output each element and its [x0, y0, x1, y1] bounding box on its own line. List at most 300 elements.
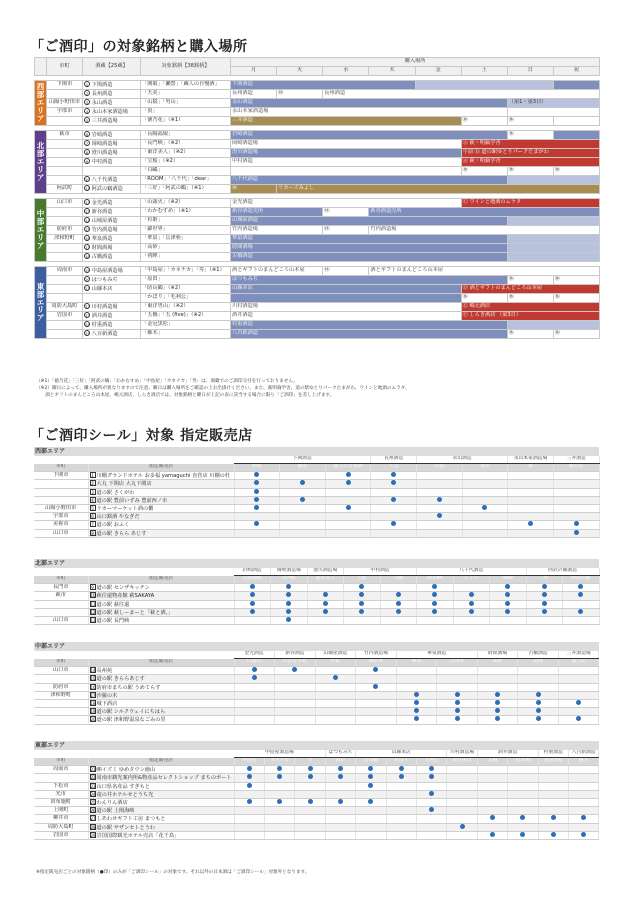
city-cell — [47, 244, 83, 253]
city-cell — [34, 774, 88, 782]
available-dot — [520, 832, 525, 837]
header-day: 土 — [461, 67, 507, 76]
availability-cell — [264, 815, 294, 823]
availability-cell — [325, 774, 355, 782]
sticker-section-title: 「ご酒印シール」対象 指定販売店 — [30, 428, 253, 444]
availability-cell — [315, 699, 356, 707]
city-cell — [47, 117, 83, 126]
city-cell — [47, 149, 83, 158]
calendar-row — [35, 117, 600, 126]
calendar-row — [35, 81, 600, 90]
city-cell: 周防大島町 — [34, 823, 88, 831]
purchase-cell: ㊡ — [507, 167, 553, 176]
availability-cell — [356, 708, 397, 716]
availability-cell — [315, 675, 356, 683]
shop-number: 15 — [90, 676, 96, 682]
city-cell: 防府市 — [47, 226, 83, 235]
availability-cell — [568, 831, 598, 839]
availability-cell — [508, 815, 538, 823]
availability-cell — [477, 823, 507, 831]
shop-row — [34, 831, 599, 839]
available-dot — [323, 601, 328, 606]
brewery-cell — [83, 158, 141, 167]
brewery-header-row — [34, 456, 599, 464]
brewery-cell — [83, 108, 141, 117]
availability-cell — [437, 708, 478, 716]
availability-cell — [553, 521, 599, 529]
purchase-cell: 永山酒造 — [231, 99, 508, 108]
availability-cell — [462, 480, 508, 488]
available-dot — [286, 617, 291, 622]
availability-cell — [563, 600, 600, 608]
shop-row — [34, 691, 599, 699]
city-cell — [47, 276, 83, 285]
calendar-row — [35, 149, 600, 158]
available-dot — [574, 530, 579, 535]
brewery-name: 村重酒造 — [538, 750, 568, 758]
city-cell: 周南市 — [34, 766, 88, 774]
availability-cell — [386, 823, 416, 831]
city-cell — [47, 285, 83, 294]
availability-cell — [538, 831, 568, 839]
available-dot — [455, 708, 460, 713]
calendar-table — [34, 57, 600, 339]
brand-name: 長門峡 — [271, 576, 308, 584]
calendar-row — [35, 108, 600, 117]
brewery-name: 山縣本店 — [91, 286, 113, 293]
availability-cell — [280, 472, 326, 480]
purchase-cell: 八千代酒造 — [231, 176, 508, 185]
purchase-cell: 岡崎酒造場 — [231, 140, 462, 149]
brand-cell: 「長門峡」（※2） — [141, 140, 231, 149]
availability-cell — [437, 716, 478, 724]
availability-cell — [234, 529, 280, 537]
shop-number: 7 — [91, 522, 94, 528]
availability-cell — [325, 831, 355, 839]
availability-cell — [447, 774, 477, 782]
shop-number: 26 — [90, 808, 96, 814]
city-cell: 山口市 — [34, 667, 88, 675]
brewery-cell — [83, 226, 141, 235]
purchase-cell: 長州酒造 — [231, 90, 277, 99]
shop-cell — [88, 496, 234, 504]
availability-cell — [280, 521, 326, 529]
availability-cell — [518, 691, 559, 699]
city-cell: 下松市 — [34, 782, 88, 790]
available-dot — [254, 521, 259, 526]
available-dot — [542, 592, 547, 597]
available-dot — [429, 766, 434, 771]
availability-cell — [386, 766, 416, 774]
availability-cell — [417, 600, 454, 608]
available-dot — [368, 774, 373, 779]
availability-cell — [344, 592, 381, 600]
city-cell — [34, 488, 88, 496]
area-header-row — [34, 642, 599, 651]
brand-cell: 「宝船」（※2） — [141, 158, 231, 167]
brewery-name: 財間酒場 — [477, 651, 518, 659]
shop-cell — [88, 667, 234, 675]
brewery-cell — [83, 235, 141, 244]
available-dot — [536, 716, 541, 721]
availability-cell — [416, 823, 446, 831]
available-dot — [469, 592, 474, 597]
availability-cell — [371, 529, 417, 537]
brewery-name: 華泉酒造 — [396, 651, 477, 659]
city-cell — [47, 294, 83, 303]
availability-cell — [295, 831, 325, 839]
available-dot — [391, 521, 396, 526]
availability-cell — [447, 782, 477, 790]
city-cell: 美祢市 — [34, 521, 88, 529]
shop-row — [34, 504, 599, 512]
brewery-number: 24 — [85, 322, 90, 328]
calendar-row — [35, 330, 600, 339]
available-dot — [323, 609, 328, 614]
availability-cell — [386, 831, 416, 839]
availability-cell — [356, 667, 397, 675]
note-line: 酒とギフトのまんどころ山本屋、嶋元酒店、しらき酒店では、対象銘柄と曜日が上記の表に該当する場合に限り「ご酒印」を差し上げます。 — [36, 393, 335, 398]
shop-name: 道の駅 サザンセトとうわ — [96, 824, 156, 831]
brewery-name: 岩崎酒造 — [91, 132, 113, 139]
sticker-table — [34, 559, 600, 625]
availability-cell — [568, 815, 598, 823]
shop-number: 2 — [91, 481, 94, 487]
brewery-number: 19 — [85, 268, 90, 274]
brewery-name: 中村酒造 — [344, 568, 417, 576]
shop-number: 22 — [90, 775, 96, 781]
brewery-name: 華泉酒造 — [91, 236, 113, 243]
available-dot — [286, 592, 291, 597]
blank — [34, 456, 234, 464]
shop-name: 周南市観光案内所&物産品セレクトショップ まちのポート — [96, 775, 232, 782]
available-dot — [333, 675, 338, 680]
availability-cell — [538, 798, 568, 806]
availability-cell — [417, 480, 463, 488]
availability-cell — [234, 699, 275, 707]
available-dot — [254, 480, 259, 485]
brand-name: 金冠黒松 — [538, 758, 568, 766]
col-shop: 指定販売店 — [88, 576, 234, 584]
availability-cell — [325, 472, 371, 480]
shop-row — [34, 600, 599, 608]
brewery-name: 竹内酒造場 — [91, 227, 118, 234]
availability-cell — [234, 691, 275, 699]
availability-cell — [295, 798, 325, 806]
availability-cell — [447, 766, 477, 774]
shop-row — [34, 708, 599, 716]
availability-cell — [558, 716, 599, 724]
shop-cell — [88, 488, 234, 496]
brand-cell: 「錦世界」 — [141, 226, 231, 235]
brewery-name: 永山本家酒造場 — [508, 456, 554, 464]
shop-cell — [88, 790, 234, 798]
purchase-cell: ㊡ — [461, 117, 507, 126]
shop-cell — [88, 807, 234, 815]
availability-cell — [234, 600, 271, 608]
availability-cell — [234, 708, 275, 716]
purchase-cell: 三井酒造 — [231, 117, 462, 126]
availability-cell — [356, 823, 386, 831]
available-dot — [505, 609, 510, 614]
availability-cell — [417, 504, 463, 512]
brewery-cell — [83, 149, 141, 158]
city-cell: 周南市 — [47, 267, 83, 276]
brand-name: 天美 — [371, 464, 417, 472]
brewery-cell — [83, 285, 141, 294]
availability-cell — [295, 823, 325, 831]
availability-cell — [271, 616, 308, 624]
brewery-number: 21 — [85, 286, 90, 292]
purchase-cell: ㊡ — [553, 167, 599, 176]
availability-cell — [563, 584, 600, 592]
city-cell: 山口市 — [47, 199, 83, 208]
brand-name: ROOM — [417, 576, 454, 584]
shop-number: 25 — [90, 799, 96, 805]
area-name: 北部エリア — [34, 559, 599, 568]
city-cell: 防府市 — [34, 683, 88, 691]
shop-number: 8 — [91, 530, 94, 536]
city-cell: 山口市 — [34, 616, 88, 624]
availability-cell — [396, 708, 437, 716]
header-blank — [35, 58, 47, 76]
availability-cell — [447, 798, 477, 806]
brand-name: 高砂 — [477, 659, 518, 667]
brand-cell: 「長陽福娘」 — [141, 131, 231, 140]
purchase-cell: 酒とギフトのまんどころ山本屋 — [369, 267, 600, 276]
availability-cell — [380, 584, 417, 592]
brand-header-row — [34, 464, 599, 472]
availability-cell — [526, 616, 563, 624]
purchase-cell: Ⓒ ワインと地酒のムラタ — [461, 199, 599, 208]
brewery-cell — [83, 199, 141, 208]
shop-number: 17 — [90, 692, 96, 698]
brewery-name: 三井酒造場 — [558, 651, 599, 659]
availability-cell — [325, 766, 355, 774]
purchase-cell: リカーズみよし — [277, 185, 600, 194]
header-day: 祝 — [553, 67, 599, 76]
available-dot — [247, 783, 252, 788]
shop-number: 3 — [91, 489, 94, 495]
availability-cell — [417, 496, 463, 504]
brewery-header-row — [34, 651, 599, 659]
availability-cell — [386, 790, 416, 798]
availability-cell — [508, 831, 538, 839]
availability-cell — [558, 683, 599, 691]
available-dot — [495, 692, 500, 697]
availability-cell — [453, 608, 490, 616]
availability-cell — [325, 488, 371, 496]
brewery-number: 25 — [85, 331, 90, 337]
availability-cell — [396, 683, 437, 691]
available-dot — [250, 592, 255, 597]
availability-cell — [477, 691, 518, 699]
brewery-name: 古橋酒造 — [518, 651, 559, 659]
availability-cell — [508, 774, 538, 782]
availability-cell — [264, 766, 294, 774]
brewery-name: 八千代酒造 — [417, 568, 527, 576]
shop-name: しあわせギフト工房 まつもと — [96, 816, 166, 823]
purchase-cell — [507, 321, 599, 330]
shop-row — [34, 529, 599, 537]
area-label: 西部エリア — [35, 81, 47, 126]
availability-cell — [563, 592, 600, 600]
available-dot — [286, 584, 291, 589]
availability-cell — [417, 472, 463, 480]
availability-cell — [234, 521, 280, 529]
calendar-row — [35, 235, 600, 244]
purchase-cell: 山縣本店 — [231, 285, 462, 294]
calendar-row — [35, 253, 600, 262]
header-day: 月 — [231, 67, 277, 76]
availability-cell — [295, 766, 325, 774]
shop-cell — [88, 608, 234, 616]
city-cell — [47, 167, 83, 176]
shop-name: 岩国国際観光ホテル売店「花千鳥」 — [96, 832, 180, 839]
footnote: ※指定販売店ごとの対象銘柄（●印）のみが「ご酒印シール」の対象です。それ以外の日本酒は「ご酒印シール」対象外となります。 — [36, 870, 310, 875]
shop-cell — [88, 708, 234, 716]
available-dot — [576, 700, 581, 705]
brand-name: 東洋男山 — [447, 758, 477, 766]
availability-cell — [234, 480, 280, 488]
available-dot — [455, 716, 460, 721]
available-dot — [368, 783, 373, 788]
shop-number: 19 — [90, 709, 96, 715]
availability-cell — [417, 584, 454, 592]
availability-cell — [508, 521, 554, 529]
calendar-row — [35, 226, 600, 235]
shop-cell — [88, 513, 234, 521]
brewery-cell — [83, 176, 141, 185]
availability-cell — [508, 807, 538, 815]
shop-row — [34, 782, 599, 790]
shop-row — [34, 716, 599, 724]
brewery-name: 三井酒造場 — [91, 118, 118, 125]
shop-number: 20 — [90, 717, 96, 723]
availability-cell — [295, 815, 325, 823]
brewery-number: 9 — [85, 159, 89, 165]
shop-row — [34, 699, 599, 707]
availability-cell — [234, 790, 264, 798]
calendar-row — [35, 208, 600, 217]
brand-cell: 「東洋美人」（※2） — [141, 149, 231, 158]
city-cell: 柳井市 — [34, 815, 88, 823]
shop-row — [34, 683, 599, 691]
available-dot — [391, 472, 396, 477]
availability-cell — [325, 790, 355, 798]
available-dot — [308, 774, 313, 779]
brewery-name: 下関酒造 — [234, 456, 371, 464]
shop-name: 道の駅 長門峡 — [96, 617, 130, 624]
available-dot — [578, 592, 583, 597]
availability-cell — [396, 675, 437, 683]
availability-cell — [558, 699, 599, 707]
shop-name: 沙羅の木 — [96, 692, 118, 699]
shop-number: 12 — [90, 609, 96, 615]
blank — [34, 750, 234, 758]
availability-cell — [553, 480, 599, 488]
brand-cell: 「東洋男山」（※2） — [141, 303, 231, 312]
availability-cell — [508, 798, 538, 806]
available-dot — [391, 497, 396, 502]
purchase-cell: ㊡ — [323, 226, 369, 235]
availability-cell — [234, 766, 264, 774]
availability-cell — [264, 790, 294, 798]
availability-cell — [447, 823, 477, 831]
shop-row — [34, 667, 599, 675]
shop-name: 道の駅 豊前いずみ 豊前西ノ市 — [96, 497, 168, 504]
shop-name: 道の駅 シルクウェイにちはら — [96, 709, 166, 716]
shop-name: ㈱イズミ ゆめタウン徳山 — [96, 767, 156, 774]
availability-cell — [518, 708, 559, 716]
availability-cell — [356, 774, 386, 782]
shop-row — [34, 774, 599, 782]
area-label: 東部エリア — [35, 267, 47, 339]
available-dot — [437, 497, 442, 502]
brand-name: 五橋 — [477, 758, 507, 766]
shop-name: わんりん酒店 — [96, 799, 128, 806]
city-cell: 長門市 — [34, 584, 88, 592]
brewery-number: 23 — [85, 313, 90, 319]
availability-cell — [538, 790, 568, 798]
availability-cell — [396, 699, 437, 707]
purchase-cell: ㊡ — [553, 294, 599, 303]
availability-cell — [553, 529, 599, 537]
shop-number: 14 — [90, 668, 96, 674]
shop-row — [34, 675, 599, 683]
availability-cell — [477, 716, 518, 724]
col-city: 市町 — [34, 464, 88, 472]
blank — [34, 568, 234, 576]
shop-name: 道の駅 萩往還 — [96, 601, 130, 608]
brewery-name: 中島屋酒造場 — [234, 750, 325, 758]
brewery-cell — [83, 276, 141, 285]
availability-cell — [518, 683, 559, 691]
availability-cell — [234, 831, 264, 839]
available-dot — [396, 592, 401, 597]
available-dot — [490, 832, 495, 837]
availability-cell — [508, 472, 554, 480]
available-dot — [505, 584, 510, 589]
availability-cell — [386, 815, 416, 823]
brewery-number: 22 — [85, 304, 90, 310]
shop-row — [34, 488, 599, 496]
brewery-name: 財間酒場 — [91, 245, 113, 252]
sticker-table — [34, 447, 600, 538]
city-cell: 岩国市 — [47, 312, 83, 321]
brewery-number: 8 — [85, 150, 89, 156]
availability-cell — [307, 608, 344, 616]
availability-cell — [234, 823, 264, 831]
availability-cell — [396, 691, 437, 699]
brewery-cell — [83, 167, 141, 176]
available-dot — [308, 766, 313, 771]
available-dot — [346, 505, 351, 510]
brand-cell: 「かほり」「毛利公」 — [141, 294, 231, 303]
city-cell: 田布施町 — [34, 798, 88, 806]
availability-cell — [325, 823, 355, 831]
availability-cell — [386, 798, 416, 806]
col-shop: 指定販売店 — [88, 659, 234, 667]
availability-cell — [417, 616, 454, 624]
brand-name: 初陣 — [518, 659, 559, 667]
city-cell — [34, 480, 88, 488]
availability-cell — [508, 823, 538, 831]
purchase-cell: 永山本家酒造場 — [231, 108, 508, 117]
availability-cell — [490, 600, 527, 608]
brewery-number: 6 — [85, 132, 89, 138]
availability-cell — [508, 790, 538, 798]
